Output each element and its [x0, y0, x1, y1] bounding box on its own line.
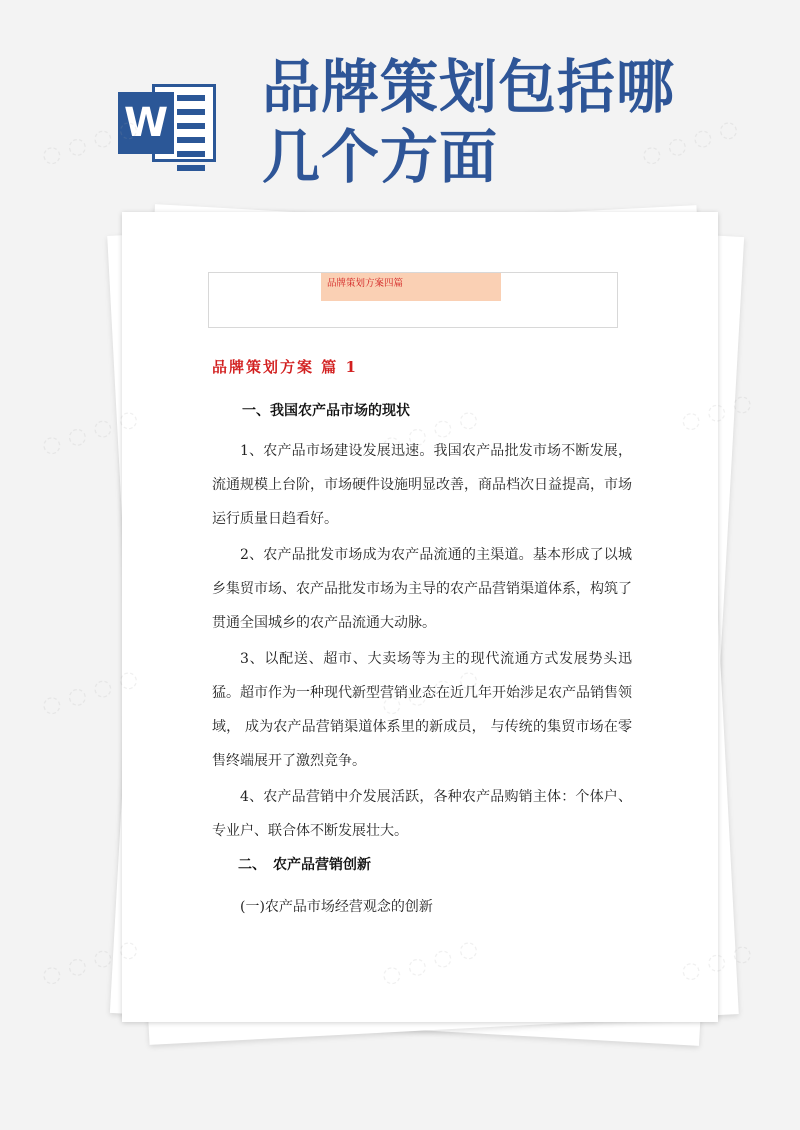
section-title-2: 二、 农产品营销创新 — [238, 857, 371, 873]
header — [0, 0, 800, 215]
document-heading: 品牌策划方案 篇 1 — [212, 358, 358, 376]
paragraph-1: 1、农产品市场建设发展迅速。我国农产品批发市场不断发展，流通规模上台阶，市场硬件设施明显改善，商品档次日益提高，市场运行质量日趋看好。 — [212, 443, 632, 527]
document-boxed-title: 品牌策划方案四篇 — [321, 273, 501, 301]
watermark: ◌ — [728, 389, 756, 420]
watermark: ◌ ◌ ◌ ◌ — [38, 935, 142, 990]
paragraph-2: 2、农产品批发市场成为农产品流通的主渠道。基本形成了以城乡集贸市场、农产品批发市场为主导的农产品营销渠道体系，构筑了贯通全国城乡的农产品流通大动脉。 — [212, 547, 632, 631]
document-page — [122, 212, 718, 1022]
watermark: ◌ ◌ ◌ ◌ — [38, 665, 142, 720]
section-title-1: 一、我国农产品市场的现状 — [242, 403, 410, 419]
paragraph-4: 4、农产品营销中介发展活跃，各种农产品购销主体：个体户、专业户、联合体不断发展壮大。 — [212, 789, 632, 839]
word-letter-badge: W — [118, 92, 174, 154]
watermark: ◌ ◌ ◌ ◌ — [38, 405, 142, 460]
watermark: ◌ — [728, 939, 756, 970]
document-title-box — [208, 272, 618, 328]
watermark: ◌ ◌ ◌ ◌ — [638, 115, 742, 170]
watermark: ◌ ◌ ◌ ◌ — [38, 115, 142, 170]
page-title: 品牌策划包括哪几个方面 — [262, 53, 676, 191]
paragraph-3: 3、以配送、超市、大卖场等为主的现代流通方式发展势头迅猛。超市作为一种现代新型营销业态在近几年开始涉足农产品销售领域， 成为农产品营销渠道体系里的新成员， 与传统的集贸市场在零售终端展开了激烈竞争。 — [212, 651, 632, 769]
word-document-icon — [118, 80, 218, 166]
subsection-title: (一)农产品市场经营观念的创新 — [240, 899, 433, 915]
